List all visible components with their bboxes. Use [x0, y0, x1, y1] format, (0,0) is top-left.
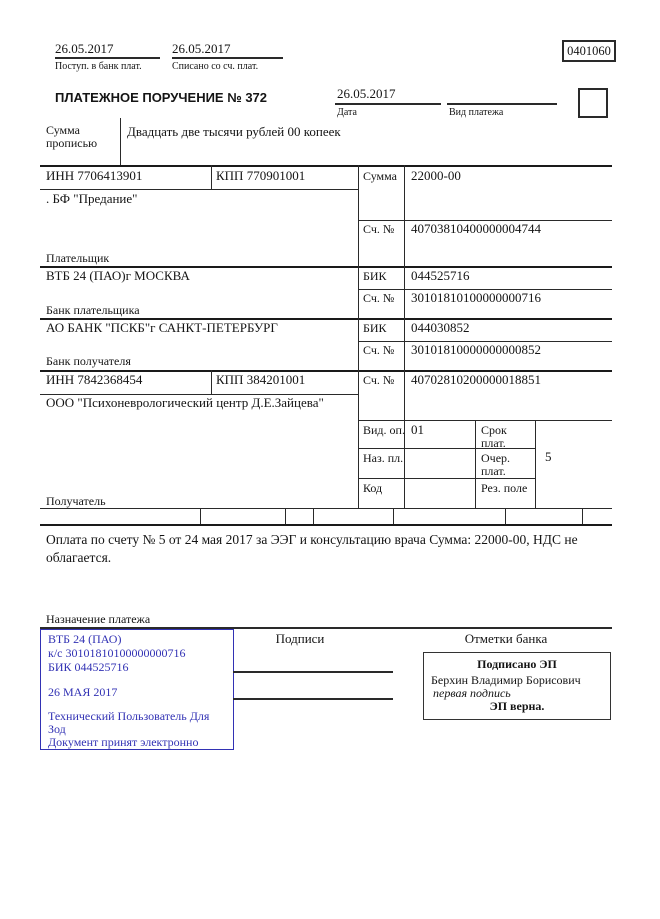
payment-type-label: Вид платежа	[449, 107, 504, 118]
received-date-line	[55, 57, 160, 59]
received-date-label: Поступ. в банк плат.	[55, 61, 142, 72]
amount-words-divider	[120, 118, 121, 165]
stamp-user-line2: Зод	[48, 722, 66, 736]
amount-words-label: Сумма прописью	[46, 123, 98, 150]
payer-bank-account-label: Сч. №	[363, 291, 395, 305]
bank-marks-header: Отметки банка	[464, 631, 548, 646]
bank-stamp-box	[40, 629, 234, 750]
esignature-verified: ЭП верна.	[489, 699, 545, 713]
kod-label: Код	[363, 481, 383, 495]
document-date: 26.05.2017	[337, 86, 396, 101]
vid-op-value: 01	[411, 422, 424, 437]
esignature-signer: Берхин Владимир Борисович	[431, 673, 581, 687]
purpose-text-line2: облагается.	[46, 550, 112, 565]
payee-account-label: Сч. №	[363, 373, 395, 387]
amount-words-value: Двадцать две тысячи рублей 00 копеек	[127, 124, 341, 139]
ocher-plat-label: Очер. плат.	[481, 451, 511, 478]
form-code: 0401060	[567, 44, 611, 58]
payer-account: 40703810400000004744	[411, 221, 541, 236]
payer-bank-account: 30101810100000000716	[411, 290, 541, 305]
rez-pole-label: Рез. поле	[481, 481, 528, 495]
payee-bank-account: 30101810000000000852	[411, 342, 541, 357]
marks-row-divider	[582, 508, 583, 524]
table-line	[211, 370, 212, 394]
received-date: 26.05.2017	[55, 41, 114, 56]
payee-label: Получатель	[46, 494, 106, 508]
date-line	[335, 103, 441, 105]
marks-row-divider	[313, 508, 314, 524]
debited-date-label: Списано со сч. плат.	[172, 61, 259, 72]
payer-name: . БФ "Предание"	[46, 191, 138, 206]
status-box	[578, 88, 608, 118]
payee-inn: ИНН 7842368454	[46, 372, 143, 387]
srok-plat-label: Срок плат.	[481, 423, 507, 450]
table-line	[475, 420, 476, 508]
payer-bank-label: Банк плательщика	[46, 303, 140, 317]
table-line	[358, 165, 359, 508]
stamp-date: 26 МАЯ 2017	[48, 685, 118, 699]
vid-op-label: Вид. оп.	[363, 423, 405, 437]
stamp-bik: БИК 044525716	[48, 660, 129, 674]
signatures-header: Подписи	[275, 631, 325, 646]
table-line	[404, 165, 405, 508]
payer-bank-name: ВТБ 24 (ПАО)г МОСКВА	[46, 268, 190, 283]
payee-kpp: КПП 384201001	[216, 372, 306, 387]
table-line	[40, 524, 612, 526]
signature-line-2	[233, 698, 393, 700]
debited-date-line	[172, 57, 283, 59]
table-line	[40, 165, 612, 167]
purpose-text-line1: Оплата по счету № 5 от 24 мая 2017 за ЭЭГ и консультацию врача Сумма: 22000-00, НДС не	[46, 532, 578, 547]
page-title: ПЛАТЕЖНОЕ ПОРУЧЕНИЕ № 372	[55, 90, 268, 105]
sum-label: Сумма	[363, 169, 397, 183]
naz-pl-label: Наз. пл.	[363, 451, 404, 465]
ocher-plat-value: 5	[545, 449, 552, 464]
stamp-bank-name: ВТБ 24 (ПАО)	[48, 632, 122, 646]
payee-account: 40702810200000018851	[411, 372, 541, 387]
payer-kpp: КПП 770901001	[216, 168, 306, 183]
marks-row-divider	[393, 508, 394, 524]
purpose-label: Назначение платежа	[46, 612, 151, 626]
payer-bank-bik-label: БИК	[363, 269, 387, 283]
payer-bank-bik: 044525716	[411, 268, 470, 283]
payee-bank-bik-label: БИК	[363, 321, 387, 335]
esignature-title: Подписано ЭП	[477, 657, 557, 671]
table-line	[535, 420, 536, 508]
sum-value: 22000-00	[411, 168, 461, 183]
debited-date: 26.05.2017	[172, 41, 231, 56]
payment-type-line	[447, 103, 557, 105]
stamp-user-line1: Технический Пользователь Для	[48, 709, 210, 723]
marks-row-divider	[200, 508, 201, 524]
payee-name: ООО "Психоневрологический центр Д.Е.Зайцева"	[46, 395, 324, 410]
stamp-note: Документ принят электронно	[48, 735, 199, 749]
table-line	[211, 165, 212, 189]
table-line	[40, 508, 612, 509]
form-code-box	[562, 40, 616, 62]
stamp-corr-account: к/с 30101810100000000716	[48, 646, 186, 660]
signature-line-1	[233, 671, 393, 673]
payee-bank-label: Банк получателя	[46, 354, 131, 368]
payee-bank-account-label: Сч. №	[363, 343, 395, 357]
payer-account-label: Сч. №	[363, 222, 395, 236]
esignature-stamp-box	[423, 652, 611, 720]
esignature-type: первая подпись	[433, 686, 511, 700]
table-line	[358, 478, 535, 479]
payee-bank-bik: 044030852	[411, 320, 470, 335]
payer-inn: ИНН 7706413901	[46, 168, 143, 183]
payee-bank-name: АО БАНК "ПСКБ"г САНКТ-ПЕТЕРБУРГ	[46, 320, 278, 335]
payer-label: Плательщик	[46, 251, 110, 265]
table-line	[358, 420, 612, 421]
marks-row-divider	[505, 508, 506, 524]
table-line	[40, 189, 358, 190]
marks-row-divider	[285, 508, 286, 524]
date-label: Дата	[337, 107, 357, 118]
